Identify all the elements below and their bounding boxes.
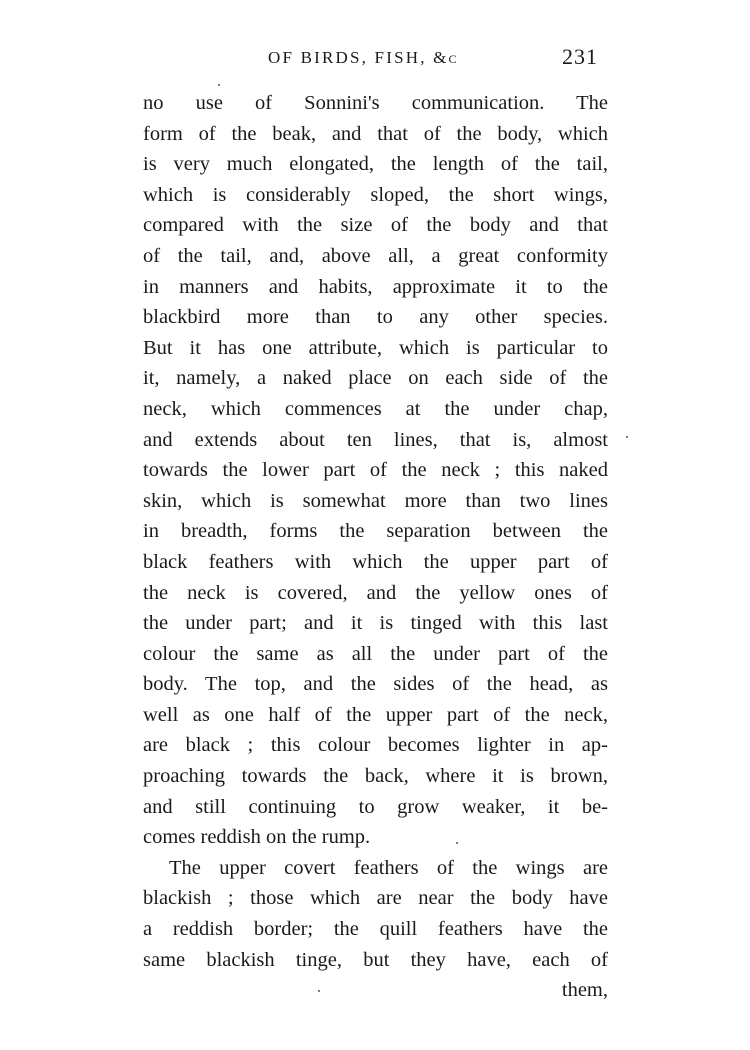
text-line: of the tail, and, above all, a great conformity bbox=[143, 244, 608, 267]
text-line: is very much elongated, the length of the tail, bbox=[143, 153, 608, 176]
text-line: compared with the size of the body and that bbox=[143, 214, 608, 237]
text-line: comes reddish on the rump. bbox=[143, 826, 371, 849]
text-line: and extends about ten lines, that is, almost bbox=[143, 428, 608, 451]
ink-speck bbox=[456, 842, 458, 844]
catchword: them, bbox=[561, 979, 608, 1002]
text-line: which is considerably sloped, the short wings, bbox=[143, 183, 608, 206]
body-text bbox=[143, 88, 608, 1006]
text-line: are black ; this colour becomes lighter in ap- bbox=[143, 734, 608, 757]
text-line: proaching towards the back, where it is brown, bbox=[143, 765, 608, 788]
text-line: blackish ; those which are near the body have bbox=[143, 887, 608, 910]
text-line: the neck is covered, and the yellow ones of bbox=[143, 581, 608, 604]
text-line: neck, which commences at the under chap, bbox=[143, 397, 608, 420]
running-title: OF BIRDS, FISH, &c bbox=[268, 48, 459, 67]
text-line: towards the lower part of the neck ; this naked bbox=[143, 459, 608, 482]
text-line: no use of Sonnini's communication. The bbox=[143, 92, 608, 114]
text-line: well as one half of the upper part of the neck, bbox=[143, 703, 608, 726]
text-line: same blackish tinge, but they have, each of bbox=[143, 948, 608, 971]
text-line: But it has one attribute, which is particular to bbox=[143, 336, 608, 359]
text-line: blackbird more than to any other species. bbox=[143, 306, 608, 329]
text-line: the under part; and it is tinged with this last bbox=[143, 612, 608, 635]
ink-speck bbox=[218, 84, 220, 86]
page-number: 231 bbox=[562, 44, 598, 69]
text-line: body. The top, and the sides of the head, as bbox=[143, 673, 608, 696]
text-line: black feathers with which the upper part of bbox=[143, 550, 608, 573]
text-line: form of the beak, and that of the body, which bbox=[143, 122, 608, 145]
paragraph-first-line: The upper covert feathers of the wings are bbox=[169, 856, 608, 879]
text-line: colour the same as all the under part of the bbox=[143, 642, 608, 665]
running-head bbox=[0, 44, 750, 78]
text-line: in breadth, forms the separation between the bbox=[143, 520, 608, 543]
text-line: skin, which is somewhat more than two lines bbox=[143, 489, 608, 512]
text-line: it, namely, a naked place on each side of the bbox=[143, 367, 608, 390]
text-line: and still continuing to grow weaker, it be- bbox=[143, 795, 608, 818]
ink-speck bbox=[318, 990, 320, 992]
ink-speck bbox=[626, 436, 628, 438]
text-line: in manners and habits, approximate it to the bbox=[143, 275, 608, 298]
text-line: a reddish border; the quill feathers have the bbox=[143, 918, 608, 941]
